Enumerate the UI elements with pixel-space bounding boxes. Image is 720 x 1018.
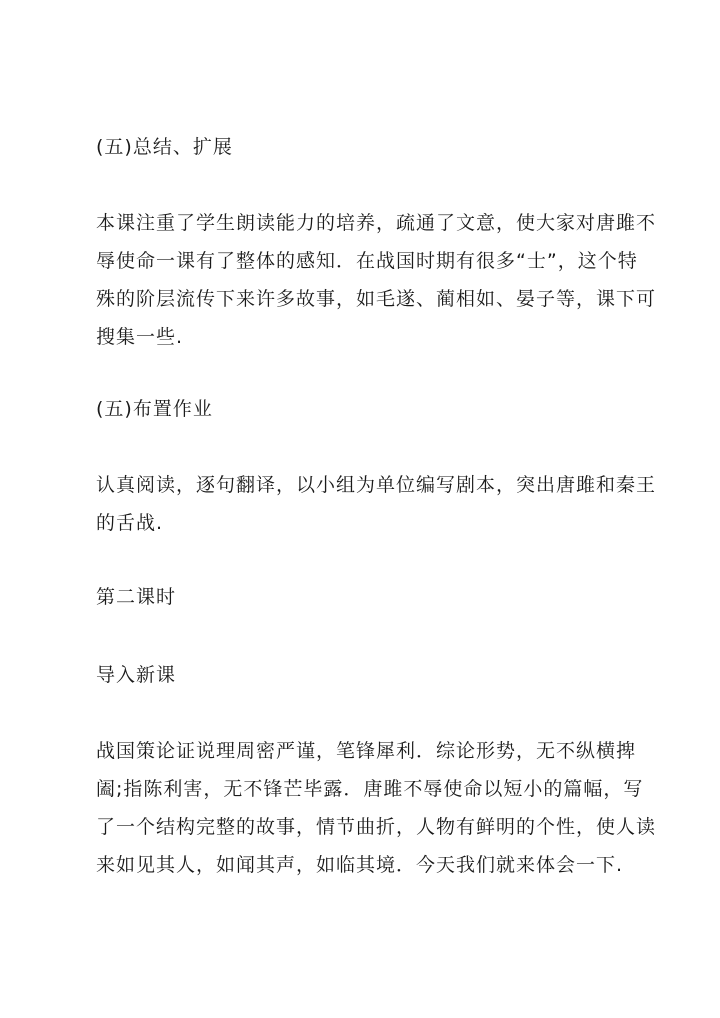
paragraph-line: 辱使命一课有了整体的感知．在战国时期有很多“士”，这个特 (96, 250, 638, 272)
paragraph-line: 殊的阶层流传下来许多故事，如毛遂、蔺相如、晏子等，课下可 (96, 288, 657, 310)
summary-paragraph (96, 204, 657, 356)
section-heading-second-lesson (96, 578, 644, 616)
intro-paragraph (96, 732, 657, 884)
heading-text: (五)总结、扩展 (96, 136, 233, 158)
paragraph-line: 来如见其人，如闻其声，如临其境．今天我们就来体会一下. (96, 854, 624, 876)
paragraph-line: 本课注重了学生朗读能力的培养，疏通了文意，使大家对唐雎不 (96, 212, 657, 234)
paragraph-line: 战国策论证说理周密严谨，笔锋犀利．综论形势，无不纵横捭 (96, 740, 637, 762)
heading-text: (五)布置作业 (96, 398, 213, 420)
paragraph-line: 搜集一些. (96, 326, 184, 348)
heading-text: 第二课时 (96, 586, 177, 608)
homework-paragraph (96, 466, 657, 542)
section-heading-summary (96, 128, 644, 166)
paragraph-line: 的舌战. (96, 512, 164, 534)
section-heading-intro (96, 656, 644, 694)
paragraph-line: 了一个结构完整的故事，情节曲折，人物有鲜明的个性，使人读 (96, 816, 657, 838)
section-heading-homework (96, 390, 644, 428)
paragraph-line: 认真阅读，逐句翻译，以小组为单位编写剧本，突出唐雎和秦王 (96, 474, 657, 496)
paragraph-line: 阖;指陈利害，无不锋芒毕露．唐雎不辱使命以短小的篇幅，写 (96, 778, 644, 800)
heading-text: 导入新课 (96, 664, 177, 686)
